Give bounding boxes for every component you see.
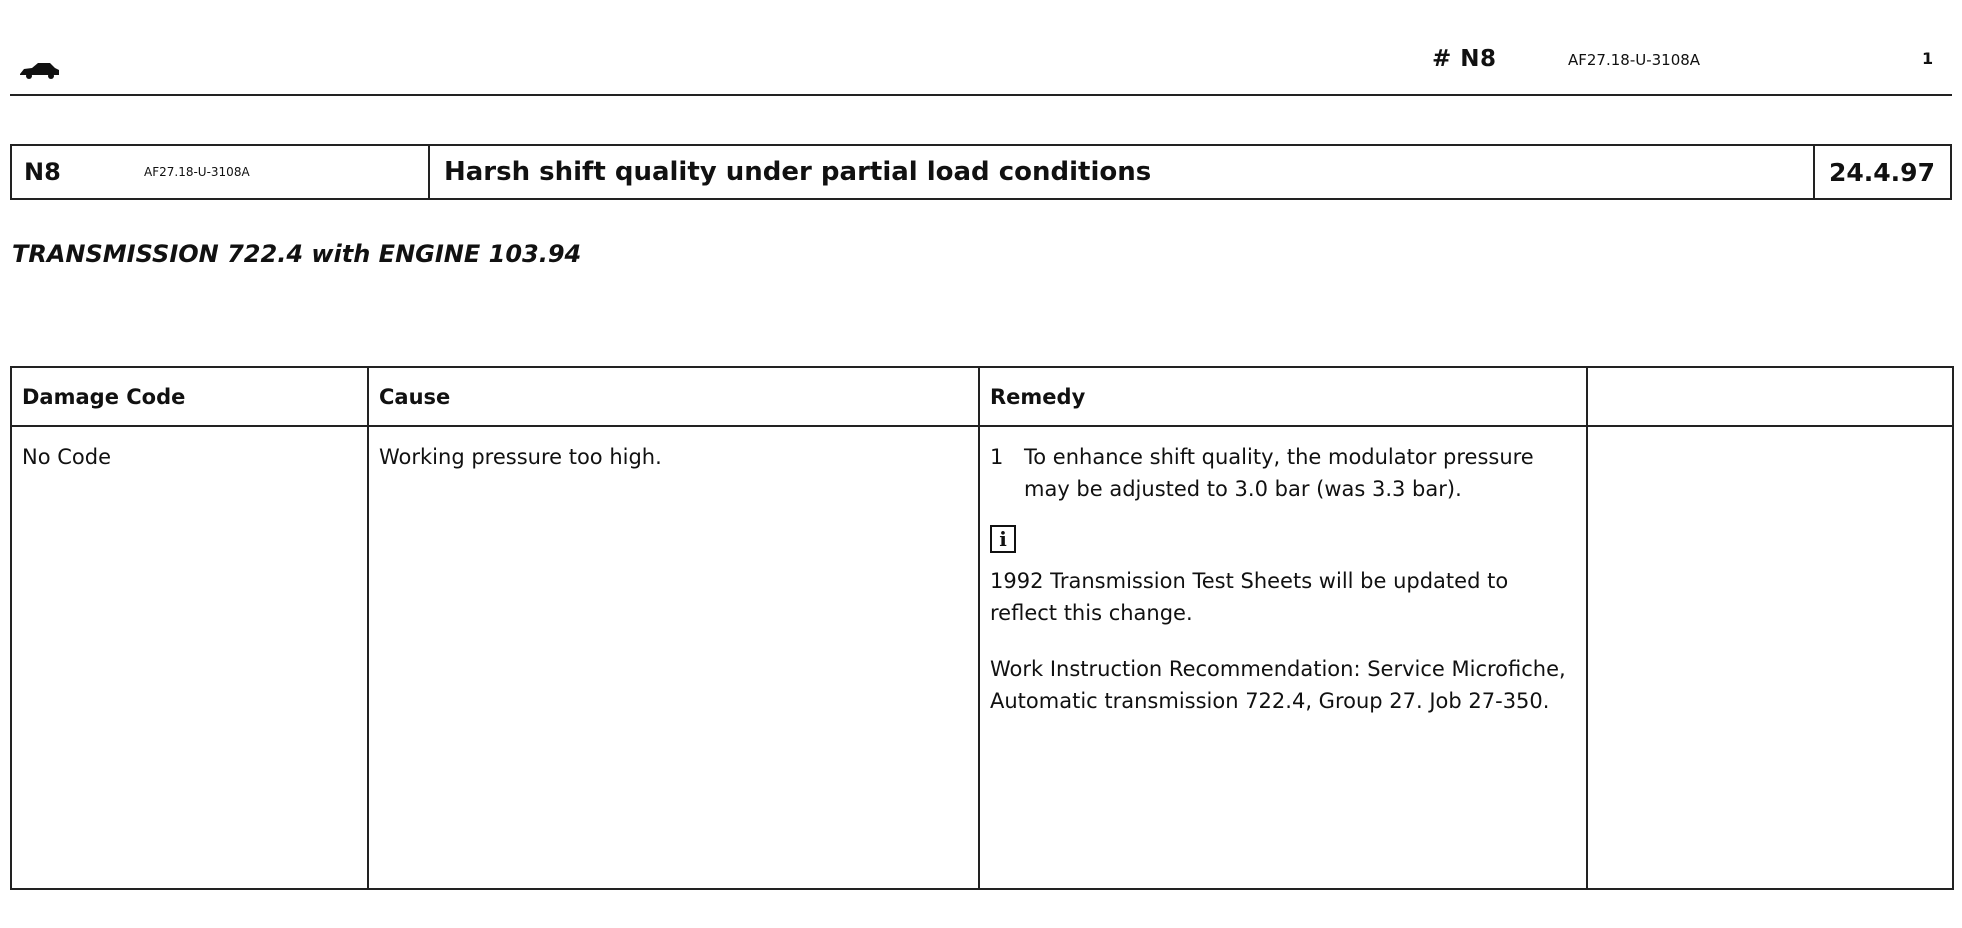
remedy-instruction: Work Instruction Recommendation: Service Microfiche, Automatic transmission 722.4, Group 27. Job 27-350.	[990, 657, 1566, 713]
header-reference: AF27.18-U-3108A	[1568, 51, 1701, 69]
diagnosis-table	[10, 366, 1954, 890]
table-header-row	[11, 367, 1953, 426]
extra-cell	[1587, 426, 1953, 889]
header-damage-code: Damage Code	[11, 367, 368, 426]
table-row	[11, 426, 1953, 889]
car-icon	[18, 60, 60, 80]
page-number: 1	[1922, 49, 1934, 68]
remedy-step-text: To enhance shift quality, the modulator pressure may be adjusted to 3.0 bar (was 3.3 bar).	[1024, 445, 1534, 501]
title-bar	[10, 144, 1952, 200]
header-cause: Cause	[368, 367, 979, 426]
document-title: Harsh shift quality under partial load conditions	[444, 157, 1152, 187]
header-empty	[1587, 367, 1953, 426]
title-code-cell	[12, 146, 430, 198]
remedy-step	[990, 441, 1576, 505]
document-date: 24.4.97	[1813, 146, 1950, 198]
remedy-cell	[979, 426, 1587, 889]
cause-cell: Working pressure too high.	[368, 426, 979, 889]
damage-code-cell: No Code	[11, 426, 368, 889]
info-icon: i	[990, 525, 1016, 553]
remedy-note: 1992 Transmission Test Sheets will be updated to reflect this change.	[990, 569, 1509, 625]
header-divider	[10, 94, 1952, 96]
title-reference: AF27.18-U-3108A	[144, 165, 250, 179]
subtitle: TRANSMISSION 722.4 with ENGINE 103.94	[12, 240, 582, 268]
header-remedy: Remedy	[979, 367, 1587, 426]
header-code: # N8	[1432, 46, 1497, 72]
remedy-step-number: 1	[990, 445, 1004, 469]
title-code: N8	[24, 158, 61, 186]
